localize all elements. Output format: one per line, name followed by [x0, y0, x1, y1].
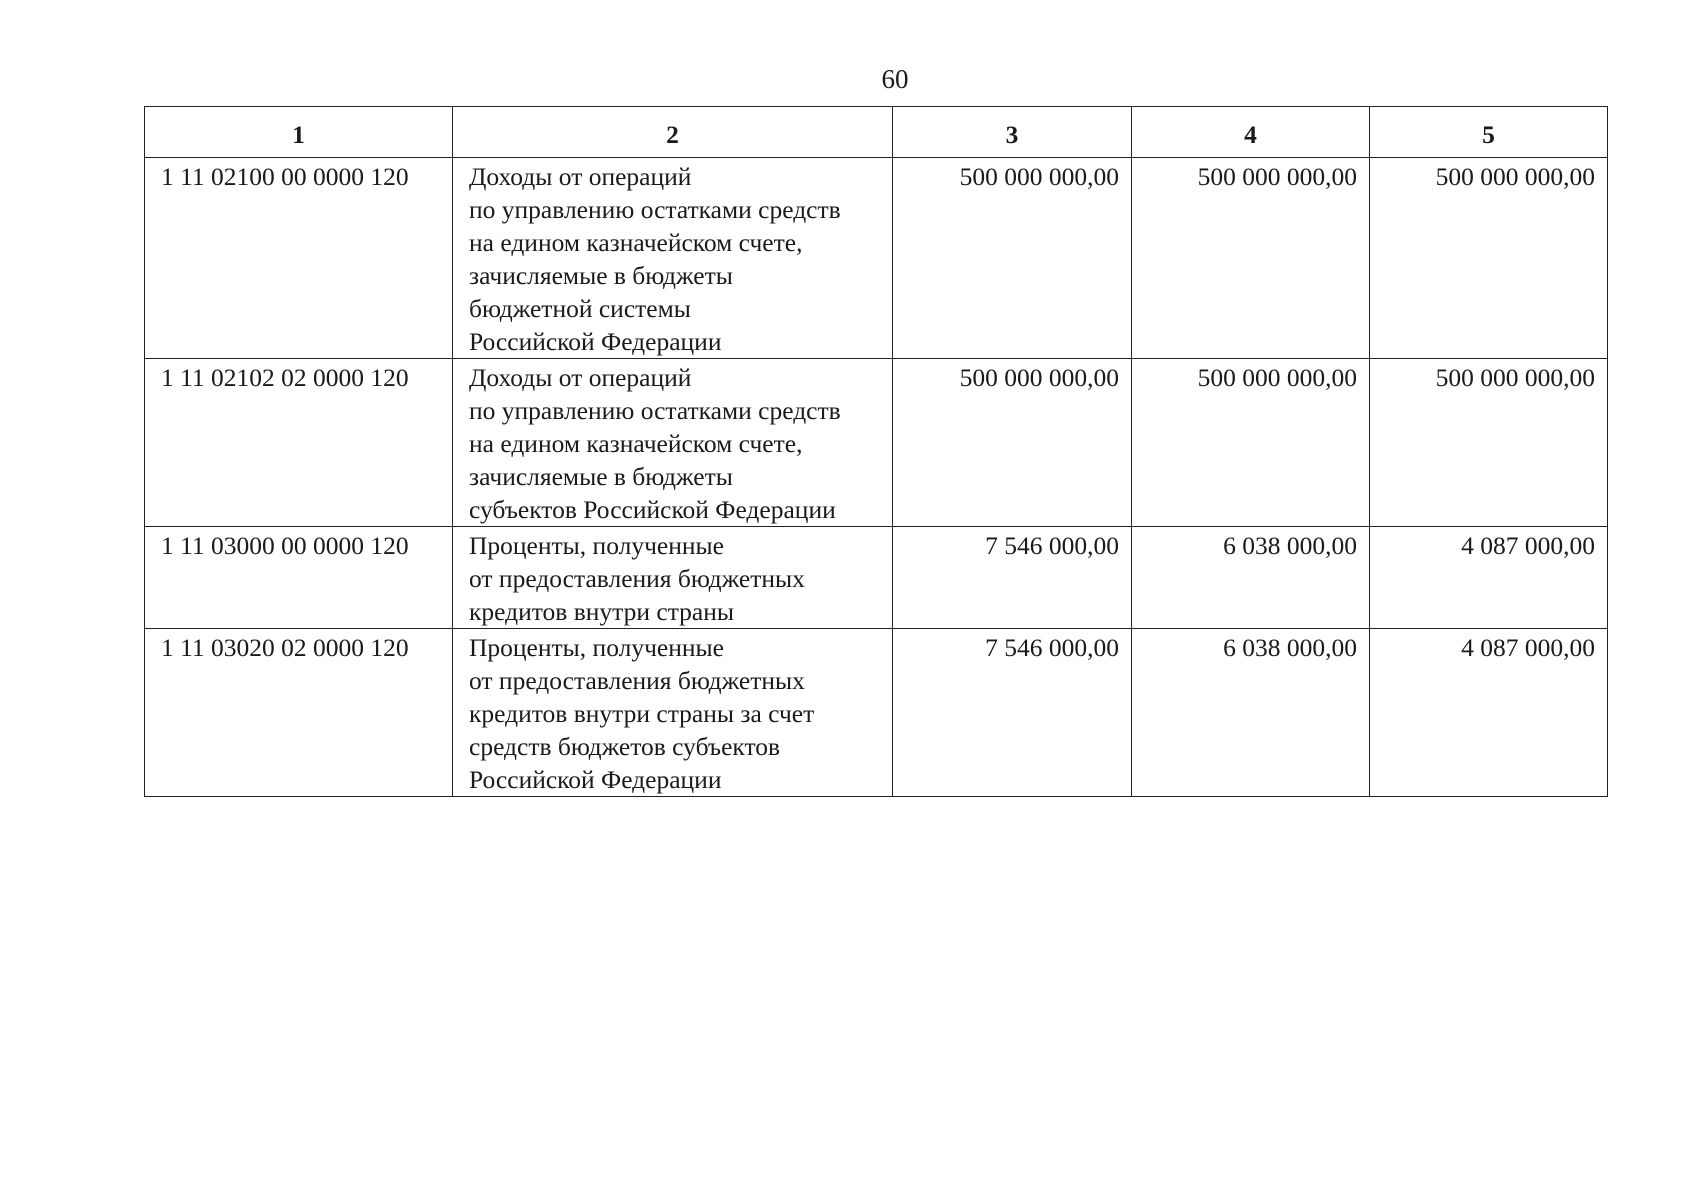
table-row	[145, 359, 1608, 527]
amount-col3-cell: 7 546 000,00	[893, 527, 1132, 629]
budget-code-cell: 1 11 02102 02 0000 120	[145, 359, 453, 527]
revenue-name-cell: Проценты, полученные от предоставления бюджетных кредитов внутри страны	[453, 527, 893, 629]
table-header-row	[145, 107, 1608, 158]
amount-col5-cell: 4 087 000,00	[1370, 527, 1608, 629]
amount-col3-cell: 7 546 000,00	[893, 629, 1132, 797]
amount-col4-cell: 6 038 000,00	[1132, 527, 1370, 629]
amount-col3-cell: 500 000 000,00	[893, 359, 1132, 527]
table-row	[145, 527, 1608, 629]
amount-col4-cell: 500 000 000,00	[1132, 158, 1370, 359]
table-row	[145, 158, 1608, 359]
revenue-name-cell: Проценты, полученные от предоставления бюджетных кредитов внутри страны за счет средств бюджетов субъектов Российской Федерации	[453, 629, 893, 797]
table-row	[145, 629, 1608, 797]
column-header-5: 5	[1370, 107, 1608, 158]
column-header-1: 1	[145, 107, 453, 158]
budget-code-cell: 1 11 03020 02 0000 120	[145, 629, 453, 797]
budget-revenue-table	[144, 106, 1608, 797]
amount-col3-cell: 500 000 000,00	[893, 158, 1132, 359]
column-header-3: 3	[893, 107, 1132, 158]
revenue-name-cell: Доходы от операций по управлению остатками средств на едином казначейском счете, зачисляемые в бюджеты субъектов Российской Федерации	[453, 359, 893, 527]
amount-col4-cell: 500 000 000,00	[1132, 359, 1370, 527]
budget-code-cell: 1 11 02100 00 0000 120	[145, 158, 453, 359]
budget-code-cell: 1 11 03000 00 0000 120	[145, 527, 453, 629]
amount-col5-cell: 500 000 000,00	[1370, 158, 1608, 359]
amount-col4-cell: 6 038 000,00	[1132, 629, 1370, 797]
amount-col5-cell: 500 000 000,00	[1370, 359, 1608, 527]
amount-col5-cell: 4 087 000,00	[1370, 629, 1608, 797]
page-number: 60	[881, 64, 909, 94]
column-header-2: 2	[453, 107, 893, 158]
column-header-4: 4	[1132, 107, 1370, 158]
revenue-name-cell: Доходы от операций по управлению остатками средств на едином казначейском счете, зачисляемые в бюджеты бюджетной системы Российской Федерации	[453, 158, 893, 359]
